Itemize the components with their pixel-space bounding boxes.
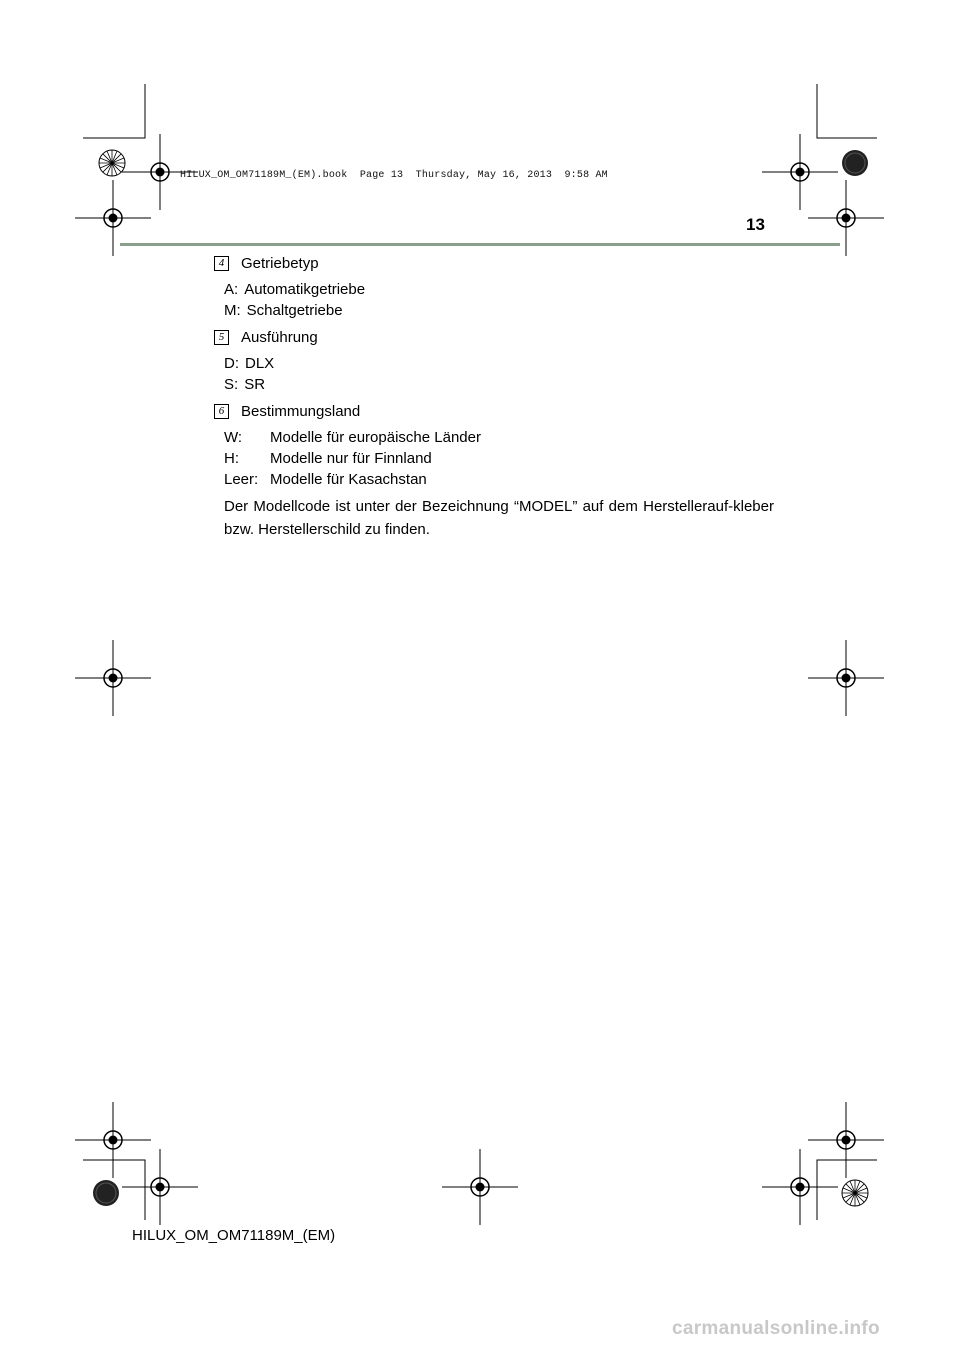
code-label: S: (224, 376, 239, 393)
model-code-paragraph: Der Modellcode ist unter der Bezeichnung “MODEL” auf dem Herstellerauf-kleber bzw. Herstellerschild zu finden. (224, 498, 774, 538)
code-value: DLX (245, 355, 275, 372)
code-value: Modelle für Kasachstan (270, 471, 427, 488)
color-bar-icon (842, 150, 868, 176)
list-item (224, 427, 774, 448)
code-list (224, 353, 774, 395)
code-label: D: (224, 355, 239, 372)
page-number: 13 (746, 215, 765, 234)
code-value: Modelle nur für Finnland (270, 450, 432, 467)
code-list (224, 427, 774, 490)
watermark-link[interactable]: carmanualsonline.info (672, 1318, 880, 1339)
section-number-badge: 5 (214, 330, 229, 345)
registration-mark-icon (808, 640, 884, 716)
section-title: Bestimmungsland (241, 402, 361, 420)
code-value: Schaltgetriebe (246, 302, 343, 319)
document-code-footer: HILUX_OM_OM71189M_(EM) (132, 1227, 336, 1244)
section-number-badge: 4 (214, 256, 229, 271)
code-list (224, 279, 774, 321)
color-bar-icon (93, 1180, 119, 1206)
page-content (214, 252, 774, 541)
list-item (224, 469, 774, 490)
list-item (224, 353, 774, 374)
code-label: A: (224, 281, 239, 298)
list-item (224, 374, 774, 395)
list-item (224, 300, 774, 321)
star-target-icon (842, 1180, 868, 1206)
header-rule (120, 243, 840, 246)
code-value: Modelle für europäische Länder (270, 429, 481, 446)
section-heading (214, 252, 774, 274)
code-label: M: (224, 302, 241, 319)
section-heading (214, 400, 774, 422)
section-heading (214, 326, 774, 348)
section-title: Getriebetyp (241, 254, 319, 272)
section-number-badge: 6 (214, 404, 229, 419)
code-value: Automatikgetriebe (244, 281, 366, 298)
registration-mark-icon (808, 1102, 884, 1178)
code-label: Leer: (224, 471, 259, 488)
book-info-header: HILUX_OM_OM71189M_(EM).book Page 13 Thursday, May 16, 2013 9:58 AM (180, 170, 608, 181)
registration-mark-icon (442, 1149, 518, 1225)
list-item (224, 448, 774, 469)
code-value: SR (244, 376, 266, 393)
registration-mark-icon (762, 134, 838, 210)
section-title: Ausführung (241, 328, 318, 346)
list-item (224, 279, 774, 300)
code-label: W: (224, 429, 243, 446)
registration-mark-icon (75, 1102, 151, 1178)
star-target-icon (99, 150, 125, 176)
code-label: H: (224, 450, 239, 467)
registration-mark-icon (75, 640, 151, 716)
